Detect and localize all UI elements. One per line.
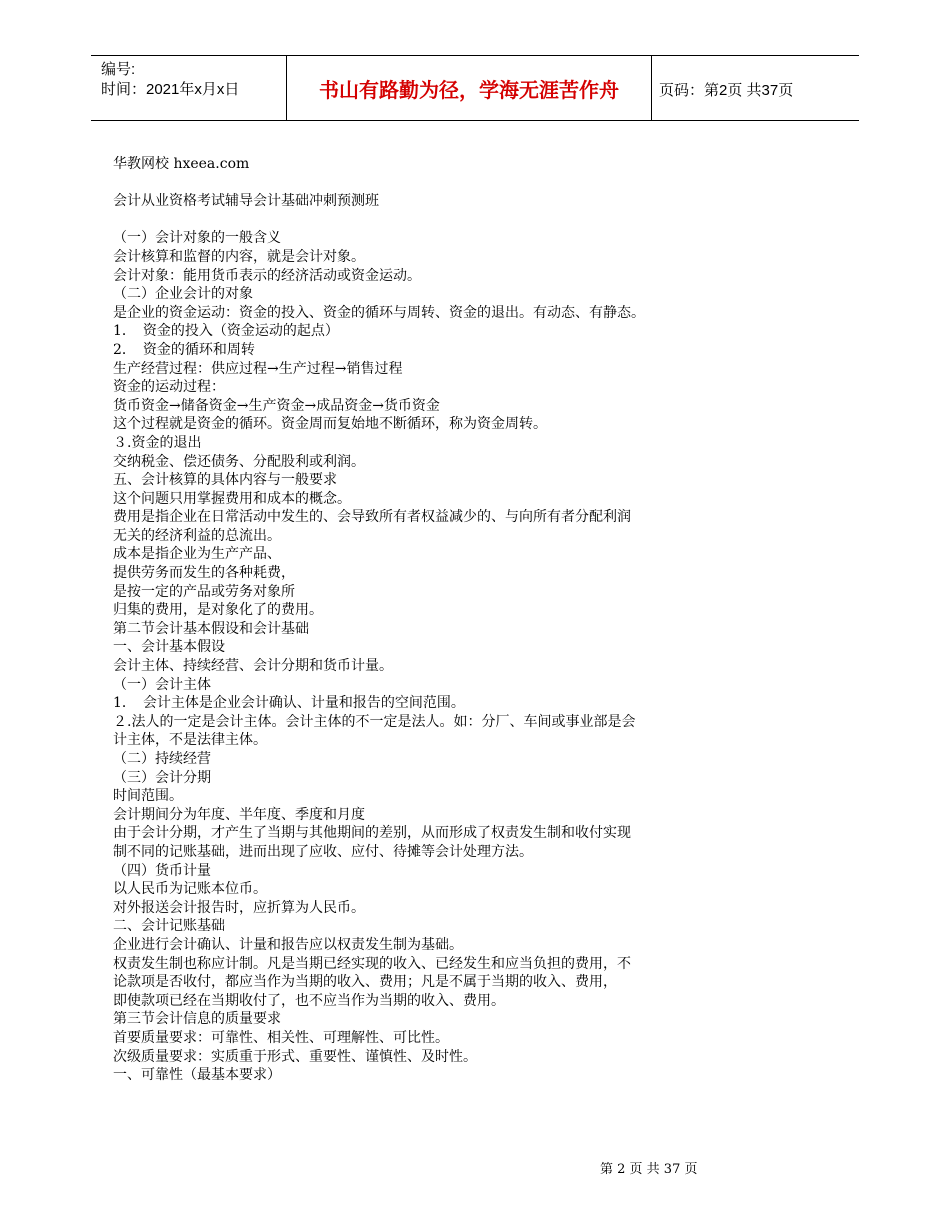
time-label: 时间：2021年x月x日 <box>101 81 240 98</box>
body-line: 资金的运动过程： <box>113 379 225 396</box>
body-line: 是按一定的产品或劳务对象所 <box>113 583 295 600</box>
body-line: 1． 会计主体是企业会计确认、计量和报告的空间范围。 <box>113 695 465 712</box>
blank-line <box>113 174 733 193</box>
body-line: 会计主体、持续经营、会计分期和货币计量。 <box>113 658 393 675</box>
body-line: 即使款项已经在当期收付了，也不应当作为当期的收入、费用。 <box>113 992 505 1009</box>
body-line: 一、会计基本假设 <box>113 639 225 656</box>
body-line: 对外报送会计报告时，应折算为人民币。 <box>113 899 365 916</box>
body-line: 无关的经济利益的总流出。 <box>113 527 281 544</box>
body-line: ３.资金的退出 <box>113 434 202 451</box>
body-line: 成本是指企业为生产产品、 <box>113 546 281 563</box>
body-line: （二）持续经营 <box>113 751 211 767</box>
body-line: 论款项是否收付，都应当作为当期的收入、费用；凡是不属于当期的收入、费用， <box>113 974 617 991</box>
body-line: （三）会计分期 <box>113 769 211 786</box>
body-line: 交纳税金、偿还债务、分配股利或利润。 <box>113 453 365 470</box>
body-line: 制不同的记账基础，进而出现了应收、应付、待摊等会计处理方法。 <box>113 843 533 860</box>
body-line: 会计期间分为年度、半年度、季度和月度 <box>113 806 365 823</box>
body-line: （四）货币计量 <box>113 862 211 879</box>
body-line: （一）会计主体 <box>113 676 211 693</box>
body-line: 由于会计分期，才产生了当期与其他期间的差别，从而形成了权责发生制和收付实现 <box>113 825 631 842</box>
header-page-label: 页码：第2页 共37页 <box>659 82 794 99</box>
body-line: 1． 资金的投入（资金运动的起点） <box>113 323 339 340</box>
body-line: 归集的费用，是对象化了的费用。 <box>113 602 323 619</box>
page-footer: 第 2 页 共 37 页 <box>600 1162 698 1177</box>
body-line: 计主体，不是法律主体。 <box>113 732 267 749</box>
body-line: （一）会计对象的一般含义 <box>113 230 281 247</box>
body-line: 首要质量要求：可靠性、相关性、可理解性、可比性。 <box>113 1029 449 1046</box>
body-line: 企业进行会计确认、计量和报告应以权责发生制为基础。 <box>113 936 463 953</box>
body-line: 提供劳务而发生的各种耗费， <box>113 565 295 582</box>
body-line: 货币资金→储备资金→生产资金→成品资金→货币资金 <box>113 397 440 414</box>
body-line: 生产经营过程：供应过程→生产过程→销售过程 <box>113 360 403 377</box>
document-body <box>113 155 733 1085</box>
body-line: 权责发生制也称应计制。凡是当期已经实现的收入、已经发生和应当负担的费用，不 <box>113 955 631 972</box>
body-line: 第三节会计信息的质量要求 <box>113 1011 281 1028</box>
header-motto: 书山有路勤为径，学海无涯苦作舟 <box>286 56 652 120</box>
header-meta <box>101 60 239 100</box>
body-line: ２.法人的一定是会计主体。会计主体的不一定是法人。如：分厂、车间或事业部是会 <box>113 713 636 730</box>
body-line: 这个过程就是资金的循环。资金周而复始地不断循环，称为资金周转。 <box>113 416 547 433</box>
body-line: 二、会计记账基础 <box>113 918 225 935</box>
body-line: 次级质量要求：实质重于形式、重要性、谨慎性、及时性。 <box>113 1048 477 1065</box>
body-line: 费用是指企业在日常活动中发生的、会导致所有者权益减少的、与向所有者分配利润 <box>113 509 631 526</box>
body-line: 这个问题只用掌握费用和成本的概念。 <box>113 490 351 507</box>
page-header <box>91 55 859 121</box>
body-line: 华教网校 hxeea.com <box>113 156 250 172</box>
body-line: 是企业的资金运动：资金的投入、资金的循环与周转、资金的退出。有动态、有静态。 <box>113 304 645 321</box>
body-line: 五、会计核算的具体内容与一般要求 <box>113 472 337 489</box>
body-line: 会计从业资格考试辅导会计基础冲刺预测班 <box>113 193 379 210</box>
body-line: 一、可靠性（最基本要求） <box>113 1067 281 1084</box>
body-line: 时间范围。 <box>113 788 183 805</box>
body-line: 会计核算和监督的内容，就是会计对象。 <box>113 248 365 265</box>
serial-label: 编号: <box>101 61 136 78</box>
blank-line <box>113 211 733 230</box>
body-line: 2． 资金的循环和周转 <box>113 341 255 358</box>
body-line: （二）企业会计的对象 <box>113 286 253 303</box>
body-line: 以人民币为记账本位币。 <box>113 881 267 898</box>
body-line: 会计对象：能用货币表示的经济活动或资金运动。 <box>113 267 421 284</box>
body-line: 第二节会计基本假设和会计基础 <box>113 620 309 637</box>
